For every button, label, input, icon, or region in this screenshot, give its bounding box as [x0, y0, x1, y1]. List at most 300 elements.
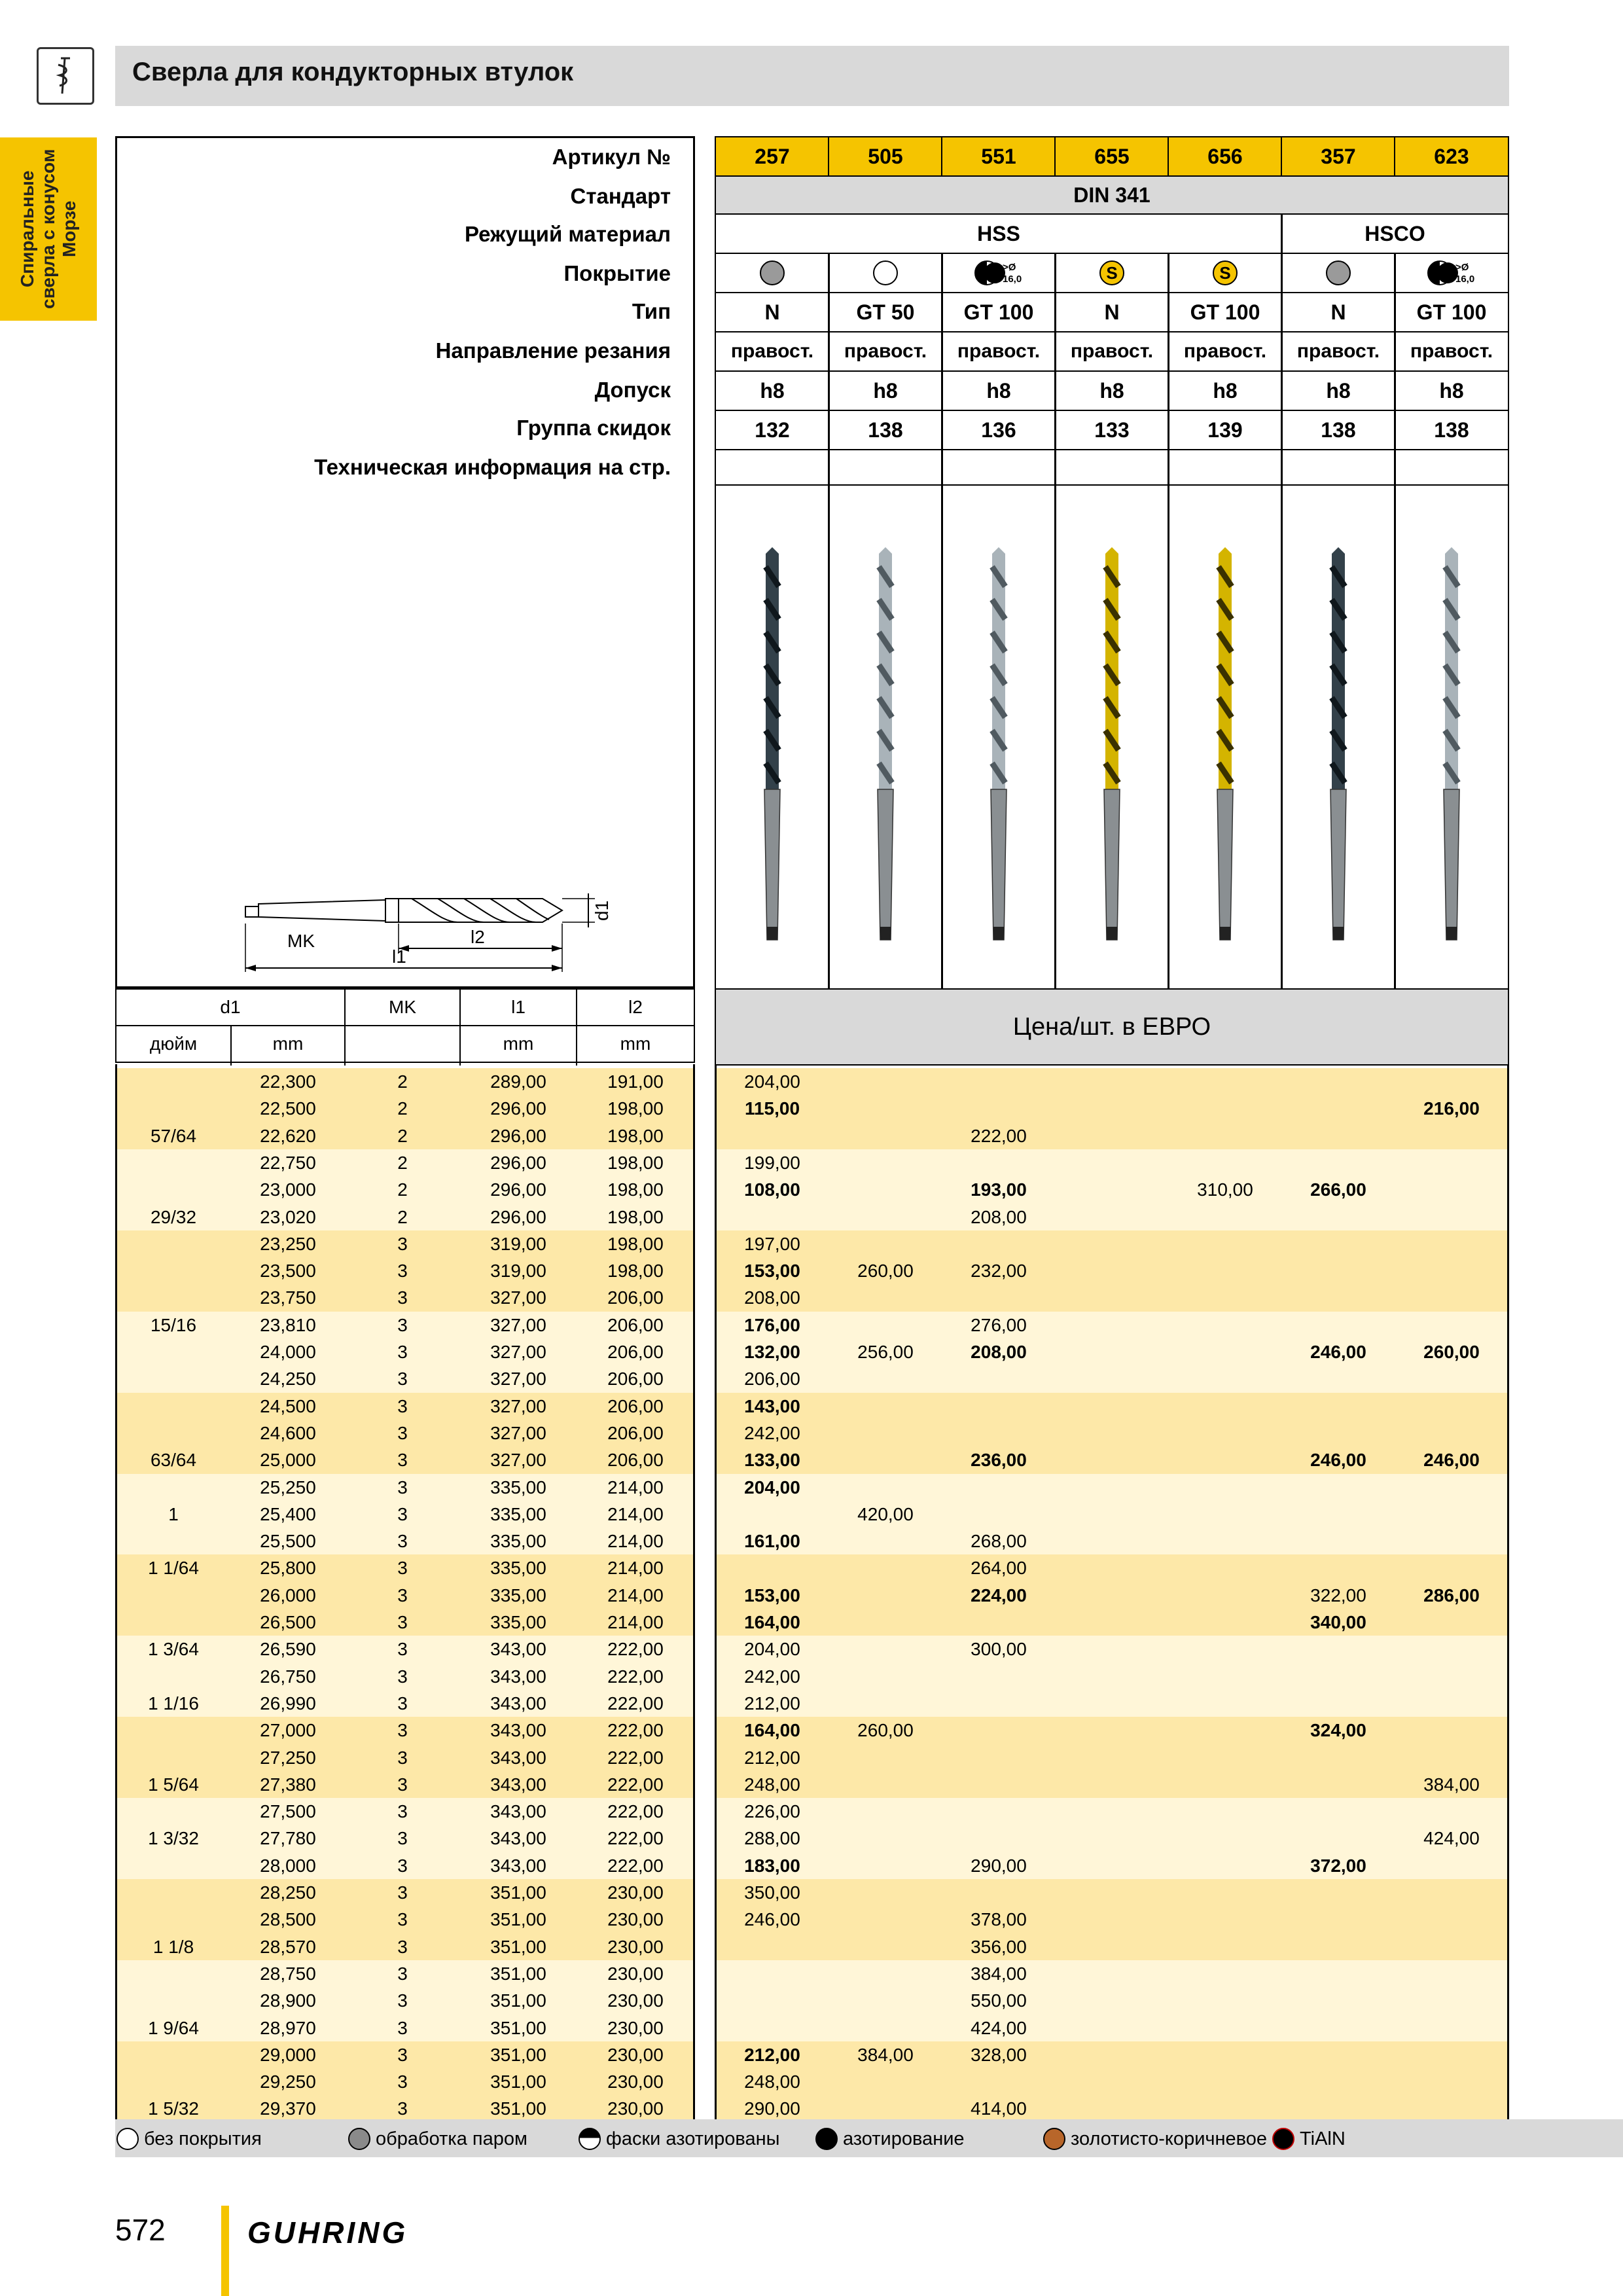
cell-l1: 351,00: [490, 1882, 546, 1903]
price-cell: 212,00: [744, 1747, 800, 1768]
cell-mm: 23,750: [260, 1287, 316, 1308]
price-cell: 378,00: [971, 1909, 1027, 1930]
cell-mm: 25,250: [260, 1477, 316, 1498]
coating-note: >Ø: [1455, 262, 1469, 273]
cell-mk: 3: [397, 2017, 408, 2038]
cell-inch: 1 1/16: [148, 1693, 199, 1713]
cell-l2: 230,00: [607, 1936, 664, 1957]
cell-l2: 222,00: [607, 1666, 664, 1687]
drill-image-623: [1394, 484, 1509, 990]
cell-l1: 335,00: [490, 1558, 546, 1579]
cell-l1: 351,00: [490, 2072, 546, 2092]
tech-info-cell: [941, 449, 1056, 486]
cell-mm: 29,000: [260, 2044, 316, 2065]
cell-mk: 3: [397, 1828, 408, 1849]
cell-mk: 2: [397, 1071, 408, 1092]
cell-mk: 3: [397, 1477, 408, 1498]
price-cell: 222,00: [971, 1125, 1027, 1146]
cell-l1: 343,00: [490, 1855, 546, 1876]
cell-l2: 230,00: [607, 1882, 664, 1903]
page-title: Сверла для кондукторных втулок: [132, 58, 574, 86]
cell-l1: 327,00: [490, 1395, 546, 1416]
price-cell: 384,00: [1423, 1774, 1480, 1795]
cell-mk: 2: [397, 1098, 408, 1119]
cell-mk: 3: [397, 1261, 408, 1282]
article-551[interactable]: 551: [941, 136, 1056, 177]
price-cell: 224,00: [971, 1585, 1027, 1605]
column-rule: [459, 1025, 461, 1066]
price-cell: 193,00: [971, 1179, 1027, 1200]
cell-mm: 26,000: [260, 1585, 316, 1605]
cell-l2: 230,00: [607, 1963, 664, 1984]
cell-mm: 22,500: [260, 1098, 316, 1119]
cell-mk: 2: [397, 1152, 408, 1173]
cell-mm: 22,750: [260, 1152, 316, 1173]
cell-mk: 3: [397, 1558, 408, 1579]
cell-l2: 214,00: [607, 1531, 664, 1552]
legend-label: фаски азотированы: [606, 2128, 780, 2149]
price-cell: 206,00: [744, 1369, 800, 1390]
cell-mk: 3: [397, 1855, 408, 1876]
article-257[interactable]: 257: [715, 136, 830, 177]
cell-mk: 3: [397, 2044, 408, 2065]
cell-mk: 3: [397, 1990, 408, 2011]
price-cell: 161,00: [744, 1531, 800, 1552]
price-cell: 260,00: [857, 1720, 914, 1741]
cell-inch: 1: [168, 1503, 179, 1524]
side-tab[interactable]: [0, 137, 97, 321]
cell-mk: 2: [397, 1125, 408, 1146]
cell-l1: 319,00: [490, 1261, 546, 1282]
price-cell: 108,00: [744, 1179, 800, 1200]
cell-l1: 327,00: [490, 1314, 546, 1335]
cell-l1: 335,00: [490, 1531, 546, 1552]
price-cell: 290,00: [744, 2098, 800, 2119]
cell-mm: 25,000: [260, 1450, 316, 1471]
price-cell: 236,00: [971, 1450, 1027, 1471]
price-cell: 256,00: [857, 1342, 914, 1362]
cell-inch: 57/64: [150, 1125, 197, 1146]
cell-mm: 27,380: [260, 1774, 316, 1795]
spec-label: Режущий материал: [464, 222, 671, 246]
article-655[interactable]: 655: [1054, 136, 1169, 177]
col-mk-subheader: [344, 1025, 461, 1063]
cell-l2: 222,00: [607, 1747, 664, 1768]
cell-mk: 3: [397, 1801, 408, 1822]
price-cell: 356,00: [971, 1936, 1027, 1957]
type-cell: N: [1281, 292, 1396, 332]
cell-l1: 343,00: [490, 1666, 546, 1687]
price-cell: 248,00: [744, 2072, 800, 2092]
direction-cell: правост.: [941, 331, 1056, 372]
cell-mk: 3: [397, 1531, 408, 1552]
tolerance-cell: h8: [1168, 370, 1283, 411]
cell-inch: 1 3/64: [148, 1639, 199, 1660]
drill-image-551: [941, 484, 1056, 990]
cell-mm: 24,600: [260, 1422, 316, 1443]
cell-l2: 230,00: [607, 2072, 664, 2092]
gold-brown-legend-icon: [1043, 2128, 1065, 2150]
price-cell: 176,00: [744, 1314, 800, 1335]
cell-mk: 3: [397, 1450, 408, 1471]
cell-l2: 206,00: [607, 1342, 664, 1362]
price-cell: 300,00: [971, 1639, 1027, 1660]
col-l2-unit: mm: [576, 1025, 695, 1063]
cell-mk: 3: [397, 1909, 408, 1930]
cell-l1: 343,00: [490, 1828, 546, 1849]
price-cell: 266,00: [1310, 1179, 1366, 1200]
price-cell: 153,00: [744, 1261, 800, 1282]
price-cell: 246,00: [1423, 1450, 1480, 1471]
coating-mark: S: [1106, 263, 1118, 283]
cell-mm: 28,500: [260, 1909, 316, 1930]
cell-l1: 351,00: [490, 1990, 546, 2011]
coating-note: 16,0: [1455, 274, 1475, 285]
tolerance-cell: h8: [941, 370, 1056, 411]
article-623[interactable]: 623: [1394, 136, 1509, 177]
cell-l2: 222,00: [607, 1801, 664, 1822]
price-cell: 197,00: [744, 1233, 800, 1254]
price-cell: 153,00: [744, 1585, 800, 1605]
cell-l2: 214,00: [607, 1558, 664, 1579]
price-cell: 550,00: [971, 1990, 1027, 2011]
cell-l2: 198,00: [607, 1261, 664, 1282]
coating-cell: [1168, 253, 1283, 293]
cell-mm: 26,500: [260, 1612, 316, 1632]
side-tab-label: Спиральные сверла с конусом Морзе: [17, 149, 79, 310]
drill-icon: [1319, 508, 1358, 966]
cell-l2: 214,00: [607, 1585, 664, 1605]
cell-l2: 222,00: [607, 1828, 664, 1849]
price-cell: 199,00: [744, 1152, 800, 1173]
drill-icon: [1205, 508, 1245, 966]
cell-inch: 1 3/32: [148, 1828, 199, 1849]
discount-cell: 138: [1394, 410, 1509, 450]
price-cell: 246,00: [1310, 1342, 1366, 1362]
price-cell: 324,00: [1310, 1720, 1366, 1741]
price-cell: 204,00: [744, 1639, 800, 1660]
cell-l1: 343,00: [490, 1801, 546, 1822]
drill-dimension-diagram: [176, 825, 700, 982]
drill-image-357: [1281, 484, 1396, 990]
legend-item-gold-brown: [1043, 2123, 1267, 2155]
legend-label: золотисто-коричневое: [1071, 2128, 1267, 2149]
direction-cell: правост.: [1054, 331, 1169, 372]
coating-cell: [715, 253, 830, 293]
cell-l1: 351,00: [490, 2098, 546, 2119]
spec-label: Направление резания: [435, 338, 671, 363]
cell-mm: 26,990: [260, 1693, 316, 1713]
column-rule: [576, 1025, 577, 1066]
nitrided-coating-icon: [972, 259, 1025, 287]
cell-mm: 27,500: [260, 1801, 316, 1822]
tolerance-cell: h8: [1281, 370, 1396, 411]
cell-l2: 206,00: [607, 1314, 664, 1335]
price-cell: 232,00: [971, 1261, 1027, 1282]
col-mm-header: mm: [230, 1025, 346, 1063]
drill-icon: [1092, 508, 1132, 966]
cell-l1: 351,00: [490, 2017, 546, 2038]
cell-mk: 3: [397, 1693, 408, 1713]
cell-mm: 28,000: [260, 1855, 316, 1876]
steam-coating-icon: [758, 259, 787, 287]
no-coating-icon: [871, 259, 900, 287]
cell-mk: 3: [397, 1369, 408, 1390]
cell-mk: 3: [397, 1963, 408, 1984]
brand-logo: GUHRING: [247, 2215, 408, 2250]
cell-l2: 198,00: [607, 1125, 664, 1146]
cell-l2: 206,00: [607, 1422, 664, 1443]
cell-l2: 222,00: [607, 1855, 664, 1876]
price-cell: 384,00: [971, 1963, 1027, 1984]
cell-l2: 214,00: [607, 1612, 664, 1632]
cell-mk: 3: [397, 1720, 408, 1741]
cell-inch: 1 5/64: [148, 1774, 199, 1795]
cell-l1: 335,00: [490, 1503, 546, 1524]
coating-cell: [1394, 253, 1509, 293]
cell-l2: 230,00: [607, 2017, 664, 2038]
price-cell: 264,00: [971, 1558, 1027, 1579]
discount-cell: 138: [1281, 410, 1396, 450]
cell-l2: 230,00: [607, 1990, 664, 2011]
cell-l2: 206,00: [607, 1369, 664, 1390]
cell-mk: 2: [397, 1206, 408, 1227]
cell-l1: 343,00: [490, 1693, 546, 1713]
drill-image-656: [1168, 484, 1283, 990]
cell-l1: 343,00: [490, 1774, 546, 1795]
cell-l1: 351,00: [490, 1936, 546, 1957]
cell-mm: 24,000: [260, 1342, 316, 1362]
drill-image-505: [828, 484, 943, 990]
price-cell: 248,00: [744, 1774, 800, 1795]
cell-l1: 351,00: [490, 2044, 546, 2065]
drill-logo-icon: [39, 49, 92, 103]
direction-cell: правост.: [828, 331, 943, 372]
drill-icon: [866, 508, 905, 966]
cell-l2: 222,00: [607, 1720, 664, 1741]
material-hss: HSS: [715, 213, 1283, 254]
price-cell: 132,00: [744, 1342, 800, 1362]
price-cell: 115,00: [744, 1098, 800, 1119]
cell-mm: 28,750: [260, 1963, 316, 1984]
cell-mm: 28,250: [260, 1882, 316, 1903]
legend-item-steam: [348, 2123, 527, 2155]
cell-mm: 23,500: [260, 1261, 316, 1282]
cell-mk: 3: [397, 1639, 408, 1660]
cell-mk: 3: [397, 1503, 408, 1524]
col-d1-header: d1: [115, 988, 346, 1026]
cell-l2: 214,00: [607, 1503, 664, 1524]
cell-mk: 3: [397, 1774, 408, 1795]
tech-info-cell: [1054, 449, 1169, 486]
legend-label: TiAlN: [1300, 2128, 1346, 2149]
cell-l1: 327,00: [490, 1422, 546, 1443]
legend-item-tialn: [1272, 2123, 1346, 2155]
cell-mm: 28,970: [260, 2017, 316, 2038]
col-l1-unit: mm: [459, 1025, 577, 1063]
cell-mm: 22,620: [260, 1125, 316, 1146]
cell-l2: 222,00: [607, 1774, 664, 1795]
discount-cell: 139: [1168, 410, 1283, 450]
cell-mk: 3: [397, 1287, 408, 1308]
cell-l2: 191,00: [607, 1071, 664, 1092]
spec-label: Допуск: [594, 378, 671, 402]
spec-label: Группа скидок: [516, 416, 671, 440]
standard-cell: DIN 341: [715, 175, 1509, 215]
tech-info-cell: [828, 449, 943, 486]
price-cell: 420,00: [857, 1503, 914, 1524]
cell-mm: 23,810: [260, 1314, 316, 1335]
spec-label: Стандарт: [570, 184, 671, 208]
legend-label: без покрытия: [144, 2128, 262, 2149]
cell-l2: 198,00: [607, 1152, 664, 1173]
price-cell: 310,00: [1197, 1179, 1253, 1200]
price-cell: 143,00: [744, 1395, 800, 1416]
price-cell: 328,00: [971, 2044, 1027, 2065]
cell-mm: 25,500: [260, 1531, 316, 1552]
price-cell: 276,00: [971, 1314, 1027, 1335]
cell-mk: 3: [397, 1882, 408, 1903]
cell-inch: 15/16: [150, 1314, 197, 1335]
cell-mm: 28,570: [260, 1936, 316, 1957]
left-table-frame: [115, 1064, 695, 2125]
cell-l2: 214,00: [607, 1477, 664, 1498]
type-cell: GT 50: [828, 292, 943, 332]
article-656[interactable]: 656: [1168, 136, 1283, 177]
drill-image-655: [1054, 484, 1169, 990]
cell-l2: 222,00: [607, 1639, 664, 1660]
page-number: 572: [115, 2213, 166, 2247]
cell-l1: 296,00: [490, 1098, 546, 1119]
spec-label: Покрытие: [563, 261, 671, 285]
cell-l2: 198,00: [607, 1233, 664, 1254]
cell-mk: 3: [397, 1585, 408, 1605]
type-cell: GT 100: [1394, 292, 1509, 332]
cell-inch: 63/64: [150, 1450, 197, 1471]
drill-icon: [1432, 508, 1471, 966]
direction-cell: правост.: [1394, 331, 1509, 372]
tech-info-cell: [1281, 449, 1396, 486]
price-header: Цена/шт. в ЕВРО: [715, 988, 1509, 1066]
coating-cell: [941, 253, 1056, 293]
diagram-l1-label: l1: [392, 946, 406, 967]
price-cell: 322,00: [1310, 1585, 1366, 1605]
cell-mk: 3: [397, 1342, 408, 1362]
legend-item-nitrided-chamfer: [579, 2123, 780, 2155]
cell-l1: 289,00: [490, 1071, 546, 1092]
cell-l1: 327,00: [490, 1287, 546, 1308]
cell-l1: 296,00: [490, 1206, 546, 1227]
discount-cell: 138: [828, 410, 943, 450]
tolerance-cell: h8: [715, 370, 830, 411]
cell-l2: 206,00: [607, 1287, 664, 1308]
drill-icon: [753, 508, 792, 966]
direction-cell: правост.: [715, 331, 830, 372]
tech-info-cell: [715, 449, 830, 486]
tolerance-cell: h8: [1054, 370, 1169, 411]
cell-mm: 24,500: [260, 1395, 316, 1416]
tin-coating-icon: [1097, 259, 1126, 287]
article-357[interactable]: 357: [1281, 136, 1396, 177]
spec-label: Артикул №: [552, 145, 671, 169]
coating-cell: [1054, 253, 1169, 293]
cell-mm: 23,020: [260, 1206, 316, 1227]
direction-cell: правост.: [1281, 331, 1396, 372]
price-cell: 133,00: [744, 1450, 800, 1471]
nitrided-chamfer-legend-icon: [579, 2128, 601, 2150]
cell-inch: 1 9/64: [148, 2017, 199, 2038]
nitrided-coating-icon: [1425, 259, 1478, 287]
cell-mm: 25,800: [260, 1558, 316, 1579]
cell-l1: 296,00: [490, 1152, 546, 1173]
price-cell: 414,00: [971, 2098, 1027, 2119]
cell-l1: 343,00: [490, 1639, 546, 1660]
cell-mm: 24,250: [260, 1369, 316, 1390]
price-cell: 260,00: [857, 1261, 914, 1282]
cell-mm: 27,000: [260, 1720, 316, 1741]
coating-cell: [828, 253, 943, 293]
article-505[interactable]: 505: [828, 136, 943, 177]
cell-l1: 296,00: [490, 1125, 546, 1146]
cell-inch: 29/32: [150, 1206, 197, 1227]
legend-item-nitrided: [815, 2123, 965, 2155]
diagram-mk-label: MK: [287, 931, 315, 951]
price-cell: 246,00: [1310, 1450, 1366, 1471]
price-cell: 208,00: [744, 1287, 800, 1308]
right-table-frame: [715, 1064, 1509, 2125]
cell-l2: 198,00: [607, 1098, 664, 1119]
cell-mk: 3: [397, 1936, 408, 1957]
cell-mk: 3: [397, 1612, 408, 1632]
coating-cell: [1281, 253, 1396, 293]
cell-mk: 3: [397, 1422, 408, 1443]
cell-mm: 29,370: [260, 2098, 316, 2119]
tech-info-cell: [1168, 449, 1283, 486]
cell-l1: 335,00: [490, 1585, 546, 1605]
cell-l1: 343,00: [490, 1720, 546, 1741]
tech-info-cell: [1394, 449, 1509, 486]
price-cell: 216,00: [1423, 1098, 1480, 1119]
tin-coating-icon: [1211, 259, 1240, 287]
drill-image-257: [715, 484, 830, 990]
price-cell: 183,00: [744, 1855, 800, 1876]
logo: [37, 47, 94, 105]
price-cell: 424,00: [1423, 1828, 1480, 1849]
steam-coating-icon: [1324, 259, 1353, 287]
cell-l2: 230,00: [607, 1909, 664, 1930]
cell-mk: 3: [397, 1666, 408, 1687]
cell-mk: 3: [397, 1747, 408, 1768]
price-cell: 164,00: [744, 1612, 800, 1632]
coating-note: 16,0: [1003, 274, 1022, 285]
price-cell: 290,00: [971, 1855, 1027, 1876]
cell-mk: 2: [397, 1179, 408, 1200]
legend-item-none: [116, 2123, 262, 2155]
cell-mm: 26,750: [260, 1666, 316, 1687]
cell-l1: 296,00: [490, 1179, 546, 1200]
cell-l2: 222,00: [607, 1693, 664, 1713]
cell-l1: 319,00: [490, 1233, 546, 1254]
coating-note: >Ø: [1003, 262, 1016, 273]
cell-l2: 206,00: [607, 1395, 664, 1416]
cell-mm: 29,250: [260, 2072, 316, 2092]
type-cell: N: [715, 292, 830, 332]
price-cell: 226,00: [744, 1801, 800, 1822]
cell-l1: 335,00: [490, 1477, 546, 1498]
cell-mk: 3: [397, 2072, 408, 2092]
col-mk-header: MK: [344, 988, 461, 1026]
legend-label: азотирование: [843, 2128, 965, 2149]
